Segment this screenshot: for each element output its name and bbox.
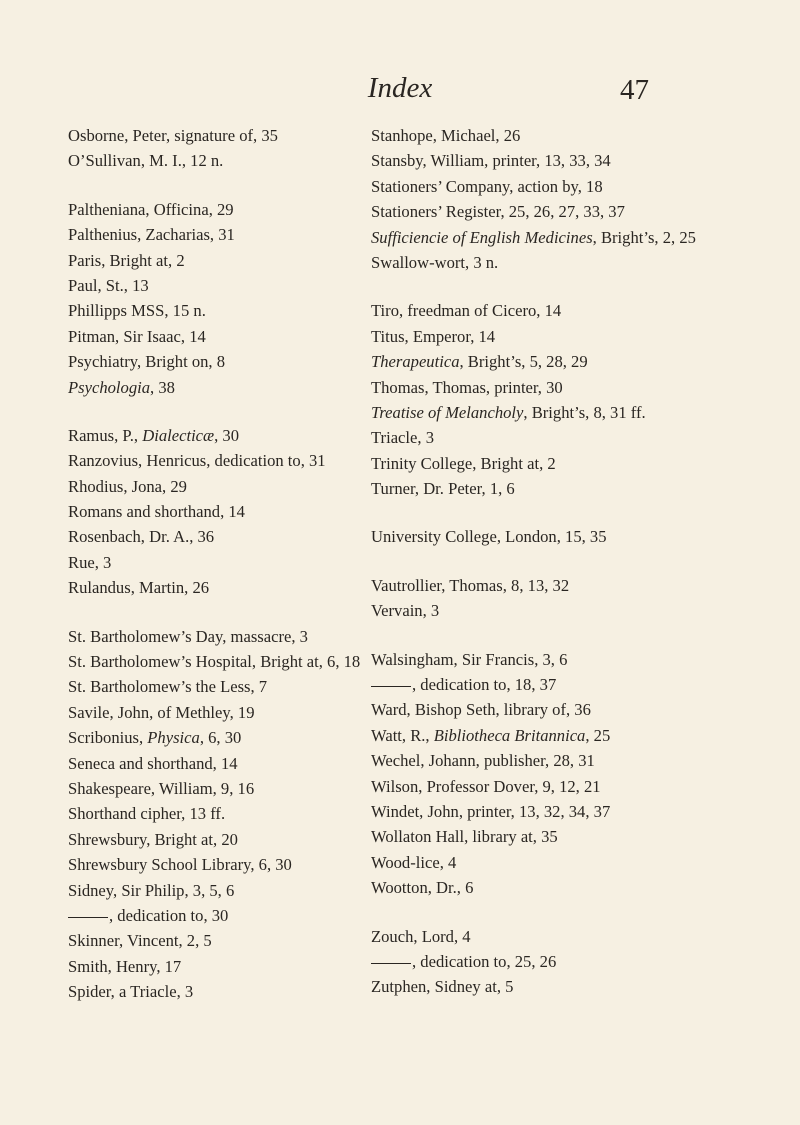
entry-text: St. Bartholomew’s Hospital, Bright at, 6, 18 xyxy=(68,652,361,672)
index-letter-group xyxy=(371,647,771,901)
index-entry xyxy=(68,222,368,247)
index-column-right xyxy=(371,123,771,1023)
page-header xyxy=(0,62,800,112)
entry-text: Rue, 3 xyxy=(68,552,112,572)
entry-prefix: Ramus, P., xyxy=(68,425,143,445)
entry-text: Savile, John, of Methley, 19 xyxy=(68,702,255,722)
entry-text: Shrewsbury School Library, 6, 30 xyxy=(68,855,292,875)
index-entry xyxy=(68,979,368,1004)
entry-text: Spider, a Triacle, 3 xyxy=(68,982,194,1002)
entry-title-italic: Physica xyxy=(147,728,200,748)
index-entry xyxy=(371,598,771,623)
index-entry xyxy=(68,499,368,524)
entry-text: Seneca and shorthand, 14 xyxy=(68,753,238,773)
index-entry xyxy=(371,199,771,224)
entry-text: Ranzovius, Henricus, dedication to, 31 xyxy=(68,451,326,471)
entry-prefix: Scribonius, xyxy=(68,728,148,748)
index-entry xyxy=(68,700,368,725)
entry-text: Palthenius, Zacharias, 31 xyxy=(68,225,235,245)
entry-text: , Bright’s, 5, 28, 29 xyxy=(459,352,588,372)
entry-text: Shrewsbury, Bright at, 20 xyxy=(68,829,238,849)
entry-text: Rulandus, Martin, 26 xyxy=(68,578,210,598)
entry-text: Turner, Dr. Peter, 1, 6 xyxy=(371,479,515,499)
entry-text: Stationers’ Register, 25, 26, 27, 33, 37 xyxy=(371,202,625,222)
entry-text: Psychiatry, Bright on, 8 xyxy=(68,352,226,372)
index-letter-group xyxy=(371,573,771,624)
index-entry xyxy=(371,949,771,974)
ditto-dash xyxy=(68,917,108,918)
index-entry xyxy=(371,298,771,323)
entry-text: Wootton, Dr., 6 xyxy=(371,878,474,898)
index-entry xyxy=(371,148,771,173)
index-letter-group xyxy=(371,524,771,549)
index-entry xyxy=(371,573,771,598)
entry-text: Zutphen, Sidney at, 5 xyxy=(371,977,514,997)
index-entry xyxy=(371,225,771,250)
entry-text: St. Bartholomew’s Day, massacre, 3 xyxy=(68,626,308,646)
index-entry xyxy=(68,903,368,928)
index-entry xyxy=(371,924,771,949)
entry-text: Osborne, Peter, signature of, 35 xyxy=(68,126,278,145)
index-entry xyxy=(68,298,368,323)
index-letter-group xyxy=(68,624,368,1005)
index-entry xyxy=(371,824,771,849)
entry-text: Ward, Bishop Seth, library of, 36 xyxy=(371,700,591,720)
page-title: Index xyxy=(367,72,433,104)
index-entry xyxy=(371,123,771,148)
entry-text: Titus, Emperor, 14 xyxy=(371,326,496,346)
index-entry xyxy=(68,852,368,877)
index-entry xyxy=(68,801,368,826)
index-entry xyxy=(68,751,368,776)
entry-text: , Bright’s, 2, 25 xyxy=(592,227,696,247)
entry-text: Pitman, Sir Isaac, 14 xyxy=(68,326,206,346)
ditto-dash xyxy=(371,963,411,964)
entry-text: Tiro, freedman of Cicero, 14 xyxy=(371,301,562,321)
index-entry xyxy=(68,423,368,448)
index-entry xyxy=(371,524,771,549)
index-letter-group xyxy=(68,123,368,174)
index-entry xyxy=(371,774,771,799)
index-entry xyxy=(68,474,368,499)
index-entry xyxy=(371,375,771,400)
entry-text: Phillipps MSS, 15 n. xyxy=(68,301,206,321)
entry-text: Zouch, Lord, 4 xyxy=(371,926,471,946)
entry-text: Wechel, Johann, publisher, 28, 31 xyxy=(371,751,595,771)
entry-text: Romans and shorthand, 14 xyxy=(68,502,245,522)
entry-text: Stansby, William, printer, 13, 33, 34 xyxy=(371,151,611,171)
index-entry xyxy=(68,928,368,953)
entry-text: Paltheniana, Officina, 29 xyxy=(68,199,234,219)
index-entry xyxy=(68,148,368,173)
index-letter-group xyxy=(371,924,771,1000)
entry-text: , 38 xyxy=(150,377,175,397)
index-entry xyxy=(371,799,771,824)
index-entry xyxy=(68,349,368,374)
entry-text: Shakespeare, William, 9, 16 xyxy=(68,778,255,798)
index-entry xyxy=(68,550,368,575)
index-entry xyxy=(68,624,368,649)
index-entry xyxy=(371,974,771,999)
entry-text: Shorthand cipher, 13 ff. xyxy=(68,804,226,824)
entry-text: Smith, Henry, 17 xyxy=(68,956,182,976)
entry-text: Skinner, Vincent, 2, 5 xyxy=(68,931,212,951)
index-entry xyxy=(371,672,771,697)
entry-text: Paris, Bright at, 2 xyxy=(68,250,185,270)
index-column-left xyxy=(68,123,368,1028)
entry-text: Vautrollier, Thomas, 8, 13, 32 xyxy=(371,575,570,595)
entry-text: Wollaton Hall, library at, 35 xyxy=(371,827,558,847)
entry-text: Stanhope, Michael, 26 xyxy=(371,126,521,145)
index-entry xyxy=(68,575,368,600)
index-entry xyxy=(371,250,771,275)
entry-text: , dedication to, 18, 37 xyxy=(412,675,557,695)
entry-text: Stationers’ Company, action by, 18 xyxy=(371,176,603,196)
entry-text: Trinity College, Bright at, 2 xyxy=(371,453,556,473)
entry-text: Wilson, Professor Dover, 9, 12, 21 xyxy=(371,776,601,796)
entry-title-italic: Sufficiencie of English Medicines xyxy=(371,227,593,247)
entry-text: Sidney, Sir Philip, 3, 5, 6 xyxy=(68,880,235,900)
entry-text: Swallow-wort, 3 n. xyxy=(371,252,499,272)
index-entry xyxy=(68,448,368,473)
page-number: 47 xyxy=(620,74,649,106)
index-entry xyxy=(371,647,771,672)
entry-text: Walsingham, Sir Francis, 3, 6 xyxy=(371,649,568,669)
index-letter-group xyxy=(68,197,368,400)
index-entry xyxy=(68,827,368,852)
entry-text: Windet, John, printer, 13, 32, 34, 37 xyxy=(371,801,611,821)
index-letter-group xyxy=(371,298,771,501)
index-entry xyxy=(68,248,368,273)
index-entry xyxy=(371,723,771,748)
index-entry xyxy=(68,878,368,903)
index-entry xyxy=(371,451,771,476)
entry-text: , 30 xyxy=(214,425,240,445)
index-entry xyxy=(68,776,368,801)
index-entry xyxy=(371,748,771,773)
index-entry xyxy=(371,850,771,875)
index-entry xyxy=(68,324,368,349)
index-entry xyxy=(371,324,771,349)
index-entry xyxy=(371,875,771,900)
entry-text: Thomas, Thomas, printer, 30 xyxy=(371,377,563,397)
index-entry xyxy=(68,524,368,549)
entry-text: , dedication to, 30 xyxy=(109,905,229,925)
index-entry xyxy=(68,954,368,979)
entry-title-italic: Therapeutica xyxy=(371,352,460,372)
index-entry xyxy=(371,425,771,450)
index-entry xyxy=(371,697,771,722)
entry-text: Rhodius, Jona, 29 xyxy=(68,476,187,496)
ditto-dash xyxy=(371,686,411,687)
entry-text: Vervain, 3 xyxy=(371,601,440,621)
index-entry xyxy=(371,174,771,199)
entry-title-italic: Treatise of Melancholy xyxy=(371,402,524,422)
entry-title-italic: Psychologia xyxy=(68,377,151,397)
index-entry xyxy=(371,349,771,374)
entry-text: University College, London, 15, 35 xyxy=(371,527,607,547)
entry-text: , 6, 30 xyxy=(199,728,242,748)
entry-text: Rosenbach, Dr. A., 36 xyxy=(68,527,215,547)
index-entry xyxy=(68,123,368,148)
index-letter-group xyxy=(68,423,368,601)
entry-text: , Bright’s, 8, 31 ff. xyxy=(523,402,646,422)
entry-title-italic: Bibliotheca Britannica xyxy=(433,725,586,745)
index-entry xyxy=(371,476,771,501)
index-letter-group xyxy=(371,123,771,275)
entry-text: , 25 xyxy=(585,725,611,745)
entry-text: St. Bartholomew’s the Less, 7 xyxy=(68,677,268,697)
entry-title-italic: Dialecticæ xyxy=(142,425,215,445)
index-entry xyxy=(68,197,368,222)
entry-text: Paul, St., 13 xyxy=(68,275,149,295)
index-entry xyxy=(68,375,368,400)
index-entry xyxy=(68,649,368,674)
entry-prefix: Watt, R., xyxy=(371,725,434,745)
entry-text: Triacle, 3 xyxy=(371,428,434,448)
entry-text: , dedication to, 25, 26 xyxy=(412,951,557,971)
index-entry xyxy=(68,725,368,750)
entry-text: Wood-lice, 4 xyxy=(371,852,457,872)
index-entry xyxy=(68,273,368,298)
index-entry xyxy=(68,674,368,699)
entry-text: O’Sullivan, M. I., 12 n. xyxy=(68,151,224,171)
index-entry xyxy=(371,400,771,425)
